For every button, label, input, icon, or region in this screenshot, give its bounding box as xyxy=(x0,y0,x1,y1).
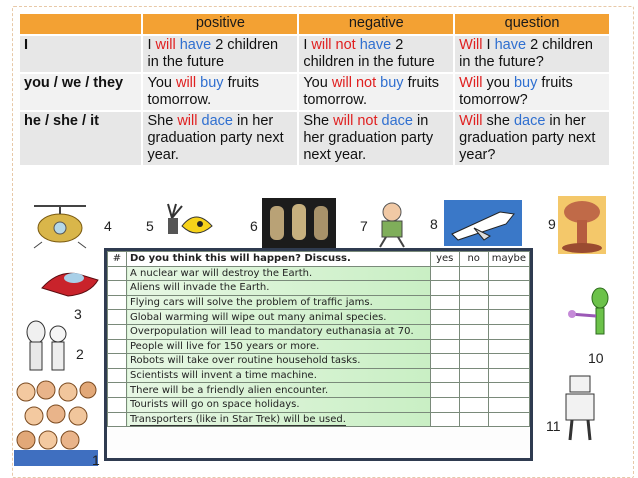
no-box[interactable] xyxy=(459,412,488,427)
picture-number: 6 xyxy=(250,218,258,234)
yes-box[interactable] xyxy=(430,412,459,427)
table-row xyxy=(108,339,530,354)
statement: Global warming will wipe out many animal species. xyxy=(127,310,431,325)
grammar-row-he-she-it xyxy=(20,111,610,166)
statement: Scientists will invent a time machine. xyxy=(127,368,431,383)
yes-box[interactable] xyxy=(430,383,459,398)
statement: Overpopulation will lead to mandatory euthanasia at 70. xyxy=(127,324,431,339)
flying-machine-illustration xyxy=(24,200,96,250)
negative-cell: I will not have 2 children in the future xyxy=(298,35,454,73)
no-box[interactable] xyxy=(459,354,488,369)
subject-cell: I xyxy=(20,35,142,73)
table-row xyxy=(108,281,530,296)
statement: A nuclear war will destroy the Earth. xyxy=(127,266,431,281)
picture-number: 3 xyxy=(74,306,82,322)
subject-cell: he / she / it xyxy=(20,111,142,166)
positive-cell: I will have 2 children in the future xyxy=(142,35,298,73)
picture-number: 9 xyxy=(548,216,556,232)
yes-box[interactable] xyxy=(430,295,459,310)
no-box[interactable] xyxy=(459,397,488,412)
table-row xyxy=(108,295,530,310)
column-maybe: maybe xyxy=(488,252,529,267)
picture-number: 10 xyxy=(588,350,604,366)
discussion-title: Do you think this will happen? Discuss. xyxy=(127,252,431,267)
picture-number: 4 xyxy=(104,218,112,234)
picture-number: 2 xyxy=(76,346,84,362)
table-row xyxy=(108,354,530,369)
question-cell: Will you buy fruits tomorrow? xyxy=(454,73,610,111)
positive-cell: She will dace in her graduation party next year. xyxy=(142,111,298,166)
grammar-header-row xyxy=(20,14,610,35)
header-positive: positive xyxy=(142,14,298,35)
table-row xyxy=(108,310,530,325)
mushroom-cloud-illustration xyxy=(558,196,606,254)
no-box[interactable] xyxy=(459,339,488,354)
old-man-illustration xyxy=(366,200,414,248)
statement: Robots will take over routine household tasks. xyxy=(127,354,431,369)
maybe-box[interactable] xyxy=(488,281,529,296)
maybe-box[interactable] xyxy=(488,397,529,412)
maybe-box[interactable] xyxy=(488,383,529,398)
maybe-box[interactable] xyxy=(488,295,529,310)
space-shuttle-illustration xyxy=(444,200,522,246)
table-row xyxy=(108,412,530,427)
statement: There will be a friendly alien encounter. xyxy=(127,383,431,398)
grammar-row-i xyxy=(20,35,610,73)
crowd-of-people-illustration xyxy=(14,378,98,466)
yes-box[interactable] xyxy=(430,310,459,325)
yes-box[interactable] xyxy=(430,368,459,383)
picture-number: 1 xyxy=(92,452,100,468)
no-box[interactable] xyxy=(459,383,488,398)
maybe-box[interactable] xyxy=(488,266,529,281)
maybe-box[interactable] xyxy=(488,354,529,369)
table-row xyxy=(108,368,530,383)
yes-box[interactable] xyxy=(430,281,459,296)
no-box[interactable] xyxy=(459,368,488,383)
maybe-box[interactable] xyxy=(488,368,529,383)
grammar-table xyxy=(20,14,611,167)
table-row xyxy=(108,266,530,281)
flying-car-illustration xyxy=(38,258,102,306)
no-box[interactable] xyxy=(459,295,488,310)
picture-number: 7 xyxy=(360,218,368,234)
statement: Transporters (like in Star Trek) will be used. xyxy=(127,412,431,427)
alien-creatures-illustration xyxy=(22,318,72,378)
yes-box[interactable] xyxy=(430,266,459,281)
statement: People will live for 150 years or more. xyxy=(127,339,431,354)
maybe-box[interactable] xyxy=(488,310,529,325)
hash-header: # xyxy=(108,252,127,267)
column-yes: yes xyxy=(430,252,459,267)
maybe-box[interactable] xyxy=(488,324,529,339)
column-no: no xyxy=(459,252,488,267)
picture-number: 11 xyxy=(546,418,561,434)
negative-cell: She will not dace in her graduation party next year. xyxy=(298,111,454,166)
table-row xyxy=(108,383,530,398)
yes-box[interactable] xyxy=(430,397,459,412)
maybe-box[interactable] xyxy=(488,412,529,427)
green-alien-illustration xyxy=(566,286,622,342)
no-box[interactable] xyxy=(459,266,488,281)
statement: Flying cars will solve the problem of traffic jams. xyxy=(127,295,431,310)
cryogenic-pods-illustration xyxy=(262,198,336,248)
statement: Tourists will go on space holidays. xyxy=(127,397,431,412)
robot-bird-illustration xyxy=(160,200,216,244)
table-row xyxy=(108,324,530,339)
picture-number: 5 xyxy=(146,218,154,234)
discussion-table xyxy=(107,251,530,427)
yes-box[interactable] xyxy=(430,324,459,339)
header-question: question xyxy=(454,14,610,35)
discussion-worksheet xyxy=(104,248,533,461)
grammar-header-empty xyxy=(20,14,142,35)
negative-cell: You will not buy fruits tomorrow. xyxy=(298,73,454,111)
question-cell: Will I have 2 children in the future? xyxy=(454,35,610,73)
table-row xyxy=(108,397,530,412)
no-box[interactable] xyxy=(459,310,488,325)
positive-cell: You will buy fruits tomorrow. xyxy=(142,73,298,111)
discussion-header-row xyxy=(108,252,530,267)
maybe-box[interactable] xyxy=(488,339,529,354)
statement: Aliens will invade the Earth. xyxy=(127,281,431,296)
grammar-row-you-we-they xyxy=(20,73,610,111)
subject-cell: you / we / they xyxy=(20,73,142,111)
question-cell: Will she dace in her graduation party next year? xyxy=(454,111,610,166)
yes-box[interactable] xyxy=(430,354,459,369)
yes-box[interactable] xyxy=(430,339,459,354)
header-negative: negative xyxy=(298,14,454,35)
no-box[interactable] xyxy=(459,281,488,296)
no-box[interactable] xyxy=(459,324,488,339)
picture-number: 8 xyxy=(430,216,438,232)
robot-illustration xyxy=(558,372,604,444)
